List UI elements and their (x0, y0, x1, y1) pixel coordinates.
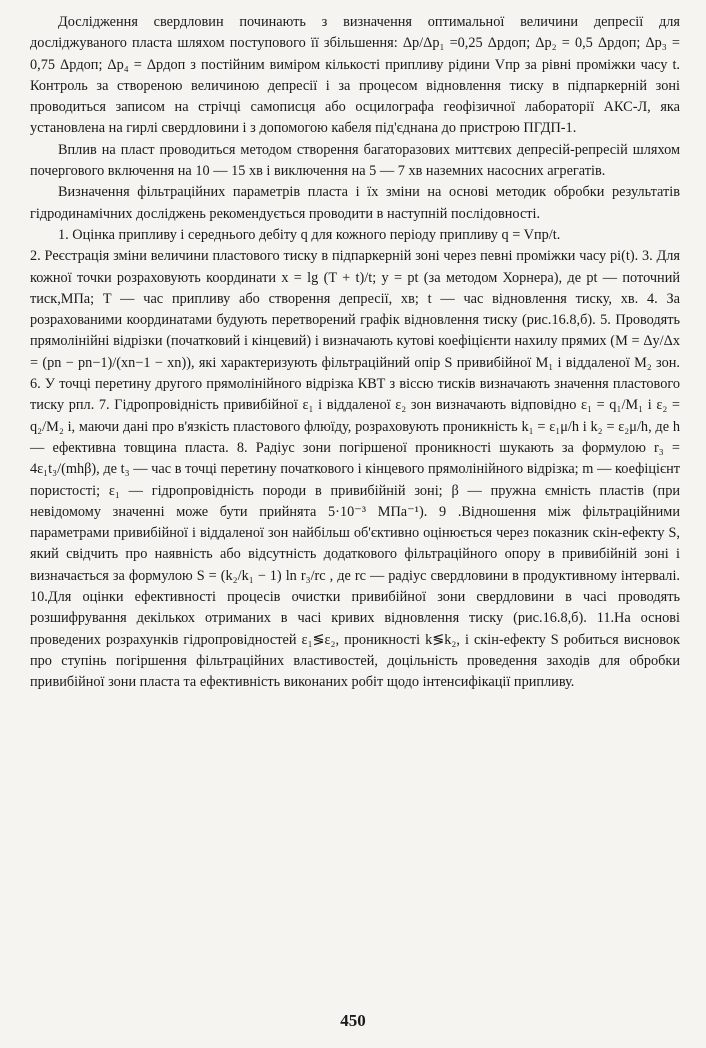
paragraph: 1. Оцінка припливу і середнього дебіту q для кожного періоду припливу q = Vпр/t. (58, 226, 561, 243)
page-number: 450 (340, 1011, 366, 1030)
paragraph: Визначення фільтраційних параметрів пласта і їх зміни на основі методик обробки результатів гідродинамічних досліджень рекомендується проводити в наступній послідовності. (30, 184, 680, 222)
paragraph: Вплив на пласт проводиться методом створення багаторазових миттєвих депресій-репресій шляхом почергового включення на 10 — 15 хв і виключення на 5 — 7 хв наземних насосних агрегатів. (30, 141, 680, 180)
paragraph: 2. Реєстрація зміни величини пластового тиску в підпаркерній зоні через певні проміжки часу pi(t). 3. Для кожної точки розраховують координати x = lg (T + t)/t; y = pt (за методом Хорнера), де pt — поточний тиск,МПа; T — час припливу або створення депресії, хв; t — час відновлення тиску, хв. 4. За розрахованими координатами будують перетворений графік відновлення тиску (рис.16.8,б). 5. Проводять прямолінійні відрізки (початковий і кінцевий) і визначають кутові коефіцієнти нахилу прямих (M = Δy/Δx = (pn − pn−1)/(xn−1 − xn)), які характеризують фільтраційний опір S привибійної M₁ і віддаленої M₂ зон. 6. У точці перетину другого прямолінійного відрізка КВТ з віссю тисків визначають значення пластового тиску pпл. 7. Гідропровідність привибійної ε₁ і віддаленої ε₂ зон визначають відповідно ε₁ = q₁/M₁ і ε₂ = q₂/M₂ і, маючи дані про в'язкість пластового флюїду, розраховують проникність k₁ = ε₁μ/h і k₂ = ε₂μ/h, де h — ефективна товщина пласта. 8. Радіус зони погіршеної проникності шукають за формулою r₃ = 4ε₁t₃/(mhβ), де t₃ — час в точці перетину початкового і кінцевого прямолінійного відрізка; m — коефіцієнт пористості; ε₁ — гідропровідність породи в привибійній зоні; β — пружна ємність пластів (при невідомому значенні може бути прийнята 5·10⁻³ МПа⁻¹). 9 .Відношення між фільтраційними параметрами привибійної і віддаленої зон найбільш об'єктивно оцінюється через показник скін-ефекту S, який свідчить про наявність або відсутність додаткового фільтраційного опору в привибійній зоні і визначається за формулою S = (k₂/k₁ − 1) ln r₃/rc , де rc — радіус свердловини в продуктивному інтервалі. 10.Для оцінки ефективності процесів очистки привибійної зони свердловини в часі проводять розшифрування декількох отриманих в часі кривих відновлення тиску (рис.16.8,б). 11.На основі проведених розрахунків гідропровідностей ε₁≶ε₂, проникності k≶k₂, і скін-ефекту S робиться висновок про ступінь погіршення фільтраційних властивостей, доцільність проведення заходів для обробки привибійної зони пласта та ефективність виконаних робіт щодо інтенсифікації припливу. (30, 248, 680, 691)
paragraph: Дослідження свердловин починають з визначення оптимальної величини депресії для досліджуваного пласта шляхом поступового її збільшення: Δp/Δp₁ =0,25 Δpдоп; Δp₂ = 0,5 Δpдоп; Δp₃ = 0,75 Δpдоп; Δp₄ = Δpдоп з постійним виміром кількості припливу рідини Vпр за рівні проміжки часу t. Контроль за створеною величиною депресії і за процесом відновлення тиску в підпаркерній зоні проводиться записом на стрічці самописця або осцилографа геофізичної лабораторії АКС-Л, яка установлена на гирлі свердловини і з допомогою кабеля під'єднана до пристрою ПГДП-1. (30, 14, 680, 137)
page-body (30, 12, 680, 694)
